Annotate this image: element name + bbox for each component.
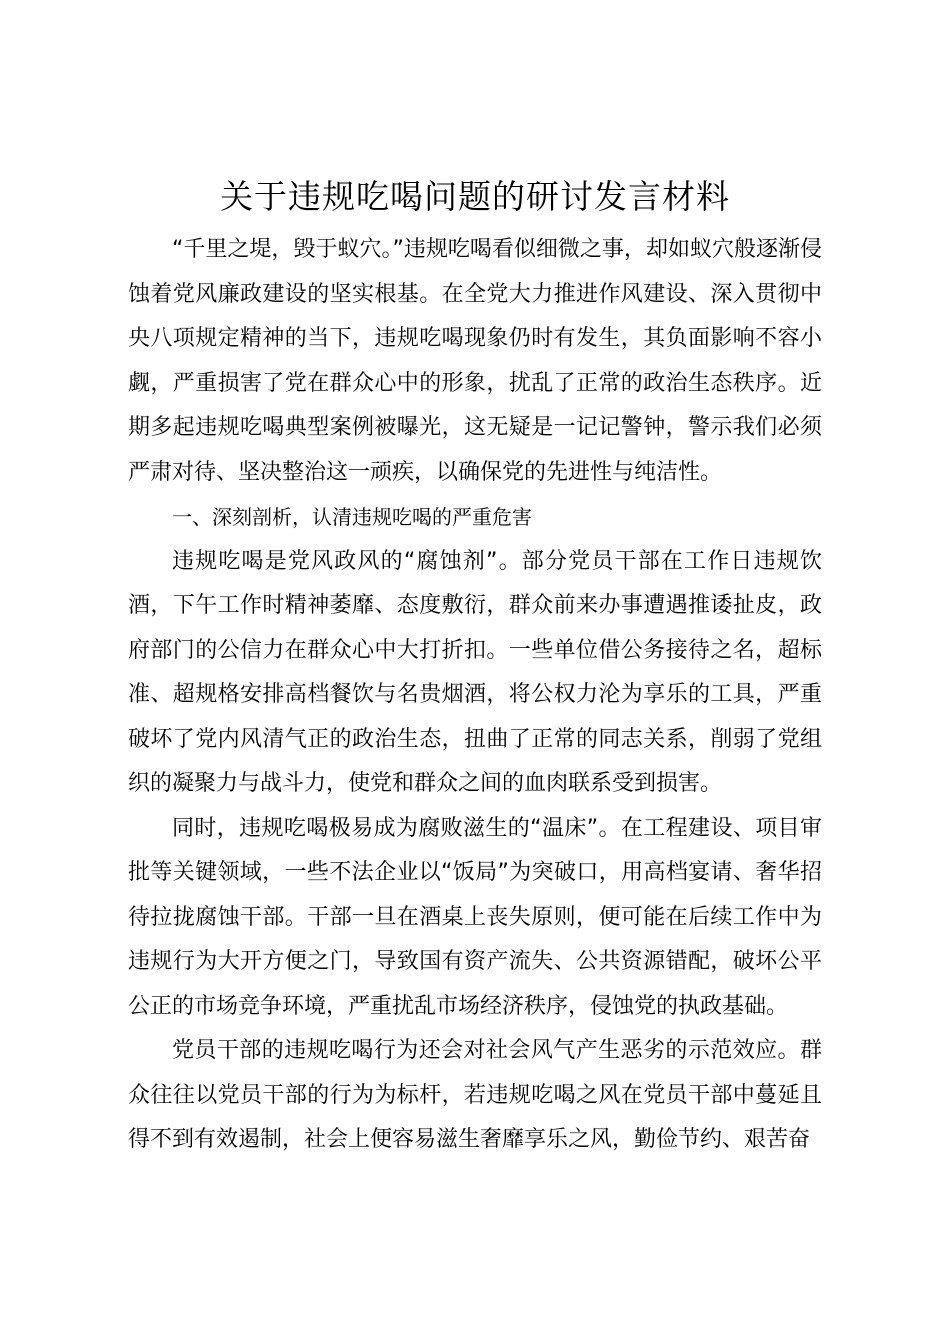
paragraph-harm-2: 同时，违规吃喝极易成为腐败滋生的“温床”。在工程建设、项目审批等关键领域，一些不法企业以“饭局”为突破口，用高档宴请、奢华招待拉拢腐蚀干部。干部一旦在酒桌上丧失原则，便可能在后续工作中为违规行为大开方便之门，导致国有资产流失、公共资源错配，破坏公平公正的市场竞争环境，严重扰乱市场经济秩序，侵蚀党的执政基础。	[128, 815, 822, 1019]
paragraph-harm-3: 党员干部的违规吃喝行为还会对社会风气产生恶劣的示范效应。群众往往以党员干部的行为为标杆，若违规吃喝之风在党员干部中蔓延且得不到有效遏制，社会上便容易滋生奢靡享乐之风，勤俭节约、艰苦奋	[128, 1038, 822, 1152]
paragraph-harm-1: 违规吃喝是党风政风的“腐蚀剂”。部分党员干部在工作日违规饮酒，下午工作时精神萎靡、态度敷衍，群众前来办事遭遇推诿扯皮，政府部门的公信力在群众心中大打折扣。一些单位借公务接待之名，超标准、超规格安排高档餐饮与名贵烟酒，将公权力沦为享乐的工具，严重破坏了党内风清气正的政治生态，扭曲了正常的同志关系，削弱了党组织的凝聚力与战斗力，使党和群众之间的血肉联系受到损害。	[128, 548, 822, 796]
document-title: 关于违规吃喝问题的研讨发言材料	[220, 177, 730, 216]
section-heading-1: 一、深刻剖析，认清违规吃喝的严重危害	[172, 505, 532, 529]
paragraph-intro: “千里之堤，毁于蚁穴。”违规吃喝看似细微之事，却如蚁穴般逐渐侵蚀着党风廉政建设的坚实根基。在全党大力推进作风建设、深入贯彻中央八项规定精神的当下，违规吃喝现象仍时有发生，其负面影响不容小觑，严重损害了党在群众心中的形象，扰乱了正常的政治生态秩序。近期多起违规吃喝典型案例被曝光，这无疑是一记记警钟，警示我们必须严肃对待、坚决整治这一顽疾，以确保党的先进性与纯洁性。	[128, 237, 822, 485]
document-body	[128, 228, 822, 1163]
